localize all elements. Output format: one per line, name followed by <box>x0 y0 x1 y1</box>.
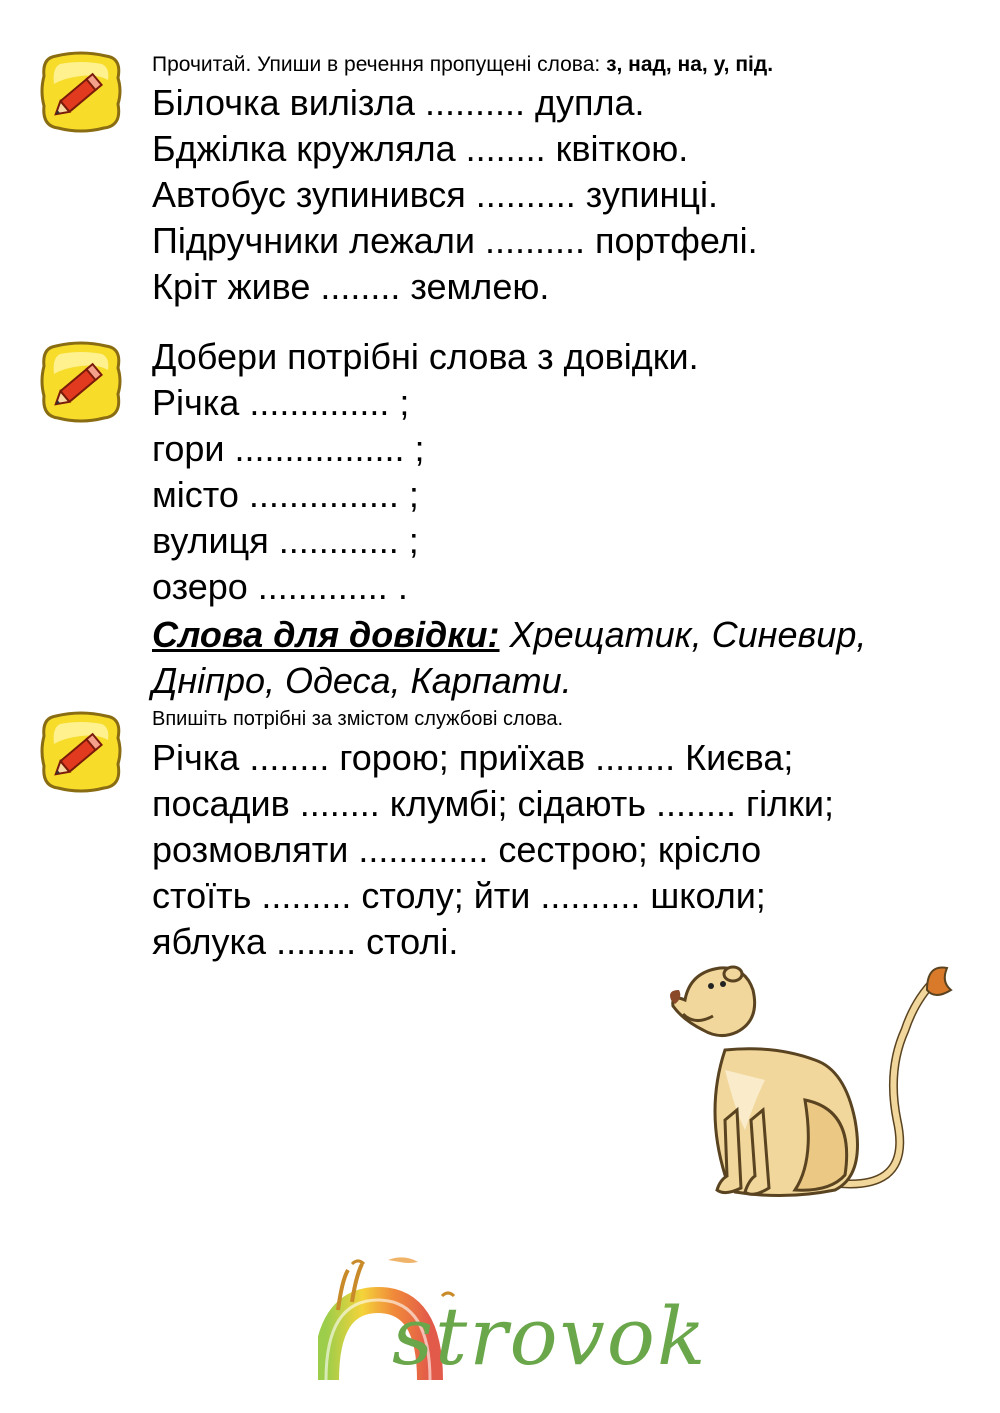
task1-sentence: Бджілка кружляла ........ квіткою. <box>152 128 689 169</box>
task2-reference <box>152 612 866 658</box>
reference-words-continued: Дніпро, Одеса, Карпати. <box>152 660 572 701</box>
task3-line: посадив ........ клумбі; сідають ........ гілки; <box>152 783 835 824</box>
task3-line: розмовляти ............. сестрою; крісло <box>152 829 762 870</box>
logo-wordmark: strovok <box>392 1290 708 1383</box>
task1-instruction-words: з, над, на, у, під. <box>606 53 774 76</box>
reference-words: Хрещатик, Синевир, <box>499 614 867 655</box>
task1-instruction <box>152 51 773 79</box>
task2-item: вулиця ............ ; <box>152 520 419 561</box>
pencil-badge-icon <box>38 338 124 424</box>
task1-sentence: Кріт живе ........ землею. <box>152 266 550 307</box>
reference-label: Слова для довідки: <box>152 614 500 655</box>
task1-sentence: Білочка вилізла .......... дупла. <box>152 82 645 123</box>
pencil-badge-icon <box>38 708 124 794</box>
task1-sentence: Автобус зупинився .......... зупинці. <box>152 174 719 215</box>
task2-item: гори ................. ; <box>152 428 425 469</box>
task3-line: стоїть ......... столу; йти .......... школи; <box>152 875 766 916</box>
pencil-badge-icon <box>38 48 124 134</box>
task3-instruction: Впишіть потрібні за змістом службові слова. <box>152 708 564 730</box>
task1-sentence: Підручники лежали .......... портфелі. <box>152 220 758 261</box>
task2-item: місто ............... ; <box>152 474 419 515</box>
task3-line: Річка ........ горою; приїхав ........ Києва; <box>152 737 794 778</box>
task2-item: озеро ............. . <box>152 566 408 607</box>
task1-instruction-text: Прочитай. Упиши в речення пропущені слова: <box>152 53 607 76</box>
lioness-illustration <box>665 960 955 1210</box>
task3-line: яблука ........ столі. <box>152 921 459 962</box>
task2-instruction: Добери потрібні слова з довідки. <box>152 336 699 377</box>
task2-item: Річка .............. ; <box>152 382 410 423</box>
